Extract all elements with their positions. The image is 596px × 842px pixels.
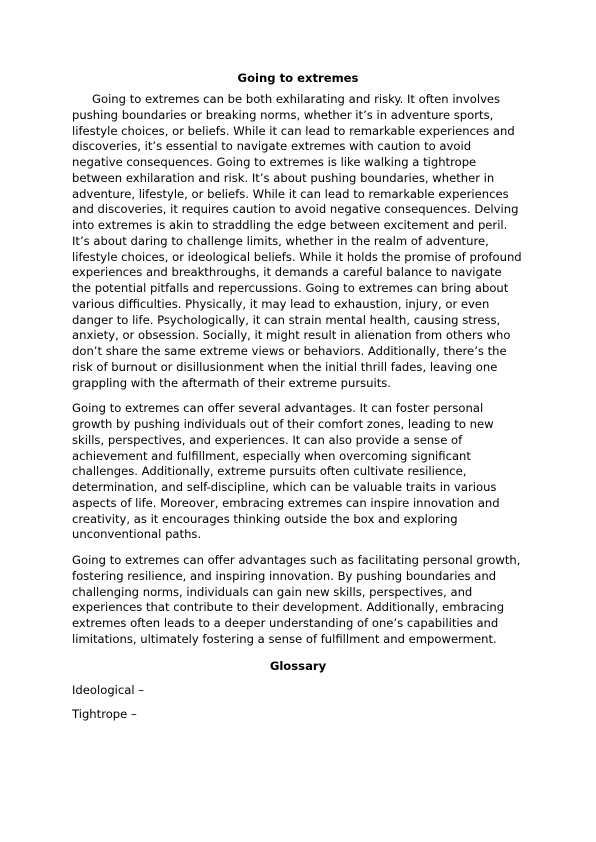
document-title: Going to extremes <box>237 71 359 85</box>
paragraph-advantages: Going to extremes can offer several advantages. It can foster personal growth by pushing individuals out of their comfort zones, leading to new skills, perspectives, and experiences. It can also provide a sense of achievement and fulfillment, especially when overcoming significant challenges. Additionally, extreme pursuits often cultivate resilience, determination, and self-discipline, which can be valuable traits in various aspects of life. Moreover, embracing extremes can inspire innovation and creativity, as it encourages thinking outside the box and exploring unconventional paths. <box>72 401 500 542</box>
glossary-term-ideological: Ideological – <box>72 682 145 697</box>
document-page <box>72 70 524 730</box>
glossary-title: Glossary <box>269 658 327 673</box>
paragraph-intro: Going to extremes can be both exhilarating and risky. It often involves pushing boundaries or breaking norms, whether it’s in adventure sports, lifestyle choices, or beliefs. While it can lead to remarkable experiences and discoveries, it’s essential to navigate extremes with caution to avoid negative consequences. Going to extremes is like walking a tightrope between exhilaration and risk. It’s about pushing boundaries, whether in adventure, lifestyle, or beliefs. While it can lead to remarkable experiences and discoveries, it requires caution to avoid negative consequences. Delving into extremes is akin to straddling the edge between excitement and peril. It’s about daring to challenge limits, whether in the realm of adventure, lifestyle choices, or ideological beliefs. While it holds the promise of profound experiences and breakthroughs, it demands a careful balance to navigate the potential pitfalls and repercussions. Going to extremes can bring about various difficulties. Physically, it may lead to exhaustion, injury, or even danger to life. Psychologically, it can strain mental health, causing stress, anxiety, or obsession. Socially, it might result in alienation from others who don’t share the same extreme views or behaviors. Additionally, there’s the risk of burnout or disillusionment when the initial thrill fades, leaving one grappling with the aftermath of their extreme pursuits. <box>72 92 522 390</box>
glossary-term-tightrope: Tightrope – <box>72 706 137 721</box>
paragraph-summary: Going to extremes can offer advantages such as facilitating personal growth, fostering resilience, and inspiring innovation. By pushing boundaries and challenging norms, individuals can gain new skills, perspectives, and experiences that contribute to their development. Additionally, embracing extremes often leads to a deeper understanding of one’s capabilities and limitations, ultimately fostering a sense of fulfillment and empowerment. <box>72 553 521 646</box>
